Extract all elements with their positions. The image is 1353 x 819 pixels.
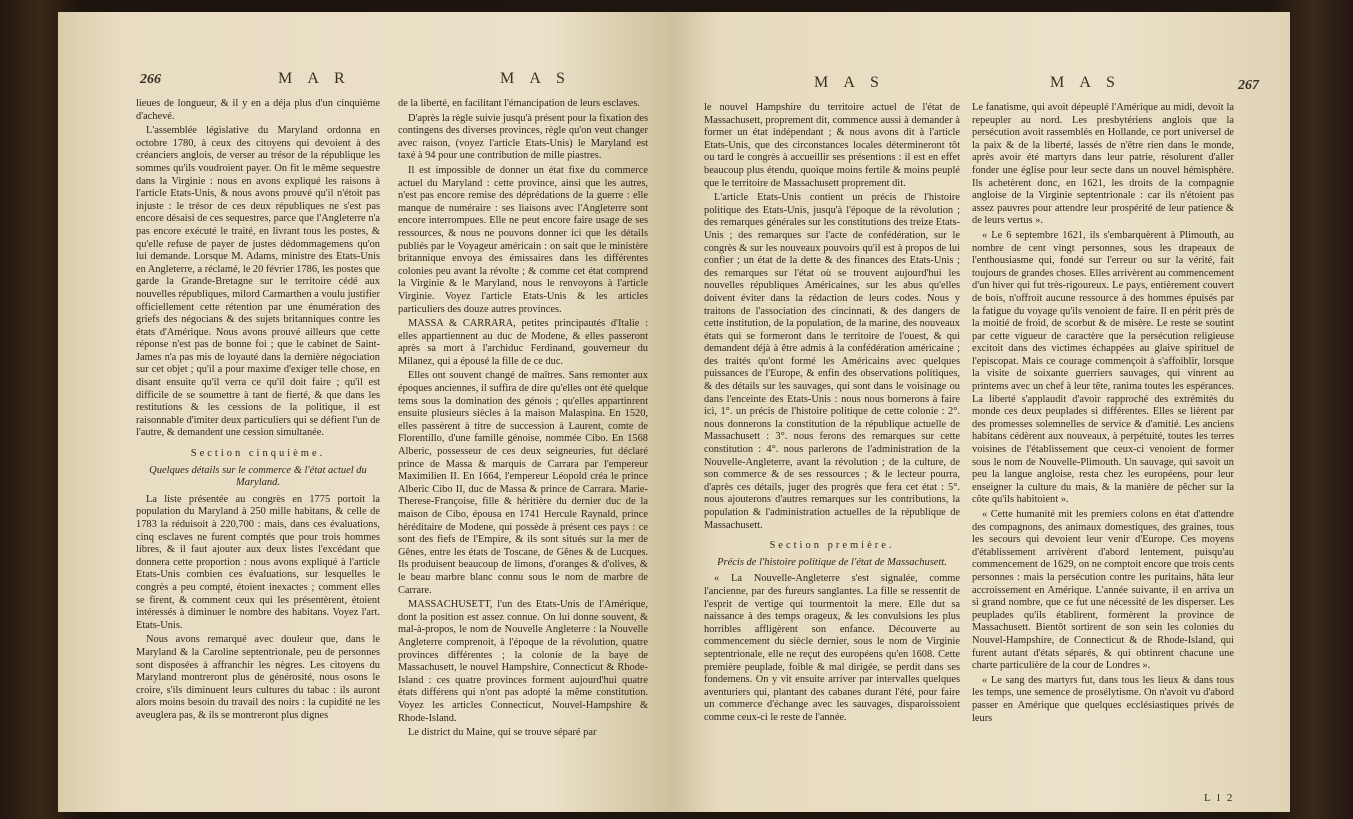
paragraph: lieues de longueur, & il y en a déja plus d'un cinquième d'achevé. — [136, 98, 380, 122]
signature-mark: L l 2 — [1204, 792, 1235, 804]
paragraph: Nous avons remarqué avec douleur que, dans le Maryland & la Caroline septentrionale, peu de personnes sont disposées à affranchir les nègres. Les citoyens du Maryland montreront plus de générosité, nous osons le croire, s'ils diminuent leurs cultures du tabac : ils auront alors moins besoin du travail des noirs : la cupidité ne les aveuglera pas, & ils se montreront plus dignes — [136, 634, 380, 721]
right-page-column-1 — [704, 102, 960, 727]
paragraph: MASSACHUSETT, l'un des Etats-Unis de l'Amérique, dont la position est assez connue. On lui donne souvent, & mal-à-propos, le nom de Nouvelle Angleterre : la Nouvelle Angleterre comprenoit, à l'époque de la révolution, quatre provinces différentes ; la colonie de la baye de Massachusett, le nouvel Hampshire, Connecticut & Rhode-Island : ces quatre provinces forment aujourd'hui quatre états différens qui n'ont pas adopté la même constitution. Voyez les articles Connecticut, Nouvel-Hampshire & Rhode-Island. — [398, 599, 648, 724]
paragraph: Elles ont souvent changé de maîtres. Sans remonter aux époques anciennes, il suffira de dire qu'elles ont été quelque tems sous la domination des génois ; qu'elles appartinrent ensuite plusieurs siècles à la maison Malaspina. En 1520, elles passèrent à titre de succession à Laurent, comte de Florentillo, d'une famille génoise, nommée Cibo. En 1568 Alberic, possesseur de ces deux seigneuries, fut déclaré prince de Massa & marquis de Carrara par l'empereur Maximilien II. En 1664, l'empereur Léopold créa le prince Alberic Cibo II, duc de Massa & prince de Carrara. Marie-Therese-Françoise, fille & héritière du dernier duc de la maison de Cibo, épousa en 1741 Hercule Raynald, prince héréditaire de Modene, qui possède à présent ces pays : ce sont des fiefs de l'Empire, & ils sont situés sur la mer de Gênes, entre les états de Toscane, de Gênes & de Lucques. Ils produisent beaucoup de limons, d'oranges & d'olives, & le beau marbre blanc connu sous le nom de marbre de Carrare. — [398, 370, 648, 596]
running-head-left: M A S — [814, 74, 885, 91]
paragraph: D'après la règle suivie jusqu'à présent pour la fixation des contingens des diverses provinces, règle qu'on veut changer avec raison, (voyez l'article Etats-Unis) le Maryland est taxé à 94 pour une contribution de mille piastres. — [398, 112, 648, 162]
page-number: 266 — [140, 72, 161, 87]
page-number: 267 — [1238, 78, 1259, 93]
section-subtitle: Quelques détails sur le commerce & l'état actuel du Maryland. — [149, 464, 367, 489]
running-head-right: M A S — [500, 70, 571, 87]
right-page-column-2 — [972, 102, 1234, 727]
paragraph: de la liberté, en facilitant l'émancipation de leurs esclaves. — [398, 98, 640, 109]
section-subtitle: Précis de l'histoire politique de l'état de Massachusett. — [717, 556, 947, 568]
paragraph: MASSA & CARRARA, petites principautés d'Italie : elles appartiennent au duc de Modene, & elles passeront après sa mort à l'archiduc Ferdinand, gouverneur du Milanez, qui a épousé la fille de ce duc. — [398, 318, 648, 367]
paragraph: « Le 6 septembre 1621, ils s'embarquèrent à Plimouth, au nombre de cent vingt personnes, sous les drapeaux de l'enthousiasme qui, fondé sur l'erreur ou sur la vérité, fait toujours de grandes choses. Elles arrivèrent au commencement d'un hiver qui fut très-rigoureux. Le pays, entièrement couvert de bois, n'offroit aucune ressource à des hommes épuisés par la fatigue du voyage qu'ils venoient de faire. Il en périt près de la moitié de froid, de scorbut & de misère. Le reste se soutint par cette vigueur de caractère que la persécution religieuse excitoit dans des victimes échappées au glaive spirituel de l'episcopat. Mais ce courage commençoit à s'affoiblir, lorsque la visite de soixante guerriers sauvages, qui vinrent au printems avec un chef à leur tête, ranima toutes les espérances. La liberté s'applaudit d'avoir rapproché des extrémités du monde ces deux peuplades si différentes. Elles se lièrent par des promesses solemnelles de service & d'amitié. Les anciens habitans cédèrent aux nouveaux, à perpétuité, toutes les terres voisines de l'établissement que ceux-ci venoient de former sous le nom de Nouvelle-Plimouth. Un sauvage, qui savoit un peu la langue angloise, resta chez les européens, pour leur enseigner la culture du mais, & la manière de pêcher sur la côte qu'ils habitoient ». — [972, 229, 1234, 506]
left-page-column-2 — [398, 98, 648, 742]
running-head-left: M A R — [278, 70, 351, 87]
section-heading: Section cinquième. — [190, 448, 326, 460]
right-page — [670, 12, 1290, 812]
paragraph: « La Nouvelle-Angleterre s'est signalée, comme l'ancienne, par des fureurs sanglantes. La fille se ressentit de l'esprit de vertige qui tourmentoit la mere. Elle dut sa naissance à des temps orageux, & les convulsions les plus horribles affligèrent son enfance. Découverte au commencement du siècle dernier, sous le nom de Virginie septentrionale, elle ne reçut des européens qu'en 1608. Cette première peuplade, foible & mal dirigée, se perdit dans ses fondemens. On y vit ensuite arriver par intervalles quelques aventuriers qui, plantant des cabanes durant l'été, pour faire un commerce d'échange avec les sauvages, disparoissoient comme ceux-ci le reste de l'année. — [704, 573, 960, 723]
running-head-right: M A S — [1050, 74, 1121, 91]
left-page-column-1 — [136, 98, 380, 725]
paragraph: L'assemblée législative du Maryland ordonna en octobre 1780, à ceux des citoyens qui devoient à des créanciers anglois, de verser au trésor de la république les sommes qu'ils voudroient payer. On fit le même sequestre dans la Virginie : nous en avons expliqué les raisons à l'article Etats-Unis, & nous avons prouvé qu'il n'étoit pas injuste : le trésor de ces deux républiques ne s'est pas encore désaisi de ces sequestres, parce que l'Angleterre n'a pas encore exécuté le traité, en livrant tous les postes, & qu'elle refuse de payer de justes dédommagemens qu'on lui demande. Lorsque M. Adams, ministre des Etats-Unis en Angleterre, a réclamé, le 20 février 1786, les postes que garde la Grande-Bretagne sur le territoire cédé aux nouvelles républiques, milord Carmarthen a voulu justifier officiellement cette rétention par une énumération des griefs des négocians & des sujets britanniques contre les états d'Amérique. Nous avons prouvé ailleurs que cette réponse n'est pas de bonne foi ; que le cabinet de Saint-James n'a pas mis de loyauté dans la dernière négociation sur cet objet ; qu'il a pour maxime d'exiger telle chose, en disant ensuite qu'il verra ce qu'il doit faire ; qu'il est difficile de se soumettre à tant de fierté, & que dans les restitutions & les cessions de la politique, il est raisonnable d'imiter deux particuliers qui se défient l'un de l'autre, & demandent une cession simultanée. — [136, 125, 380, 439]
paragraph: L'article Etats-Unis contient un précis de l'histoire politique des Etats-Unis, jusqu'à l'époque de la révolution ; des remarques générales sur les constitutions des treize Etats-Unis ; des remarques sur l'acte de confédération, sur le congrès & sur les nouveaux pouvoirs qu'il est à propos de lui confier ; un état de la dette & des finances des Etats-Unis ; des remarques sur l'état où se trouvent aujourd'hui les nouvelles républiques Américaines, sur les abus qu'elles doivent éviter dans la rédaction de leurs codes. Nous y traitons de l'association des cincinnati, & des dangers de cette institution, de la population, de la marine, des nouveaux états qui se formeront dans le territoire de l'ouest, & qui demandent déjà à être admis à la confédération américaine ; des traités qu'ont formé les Américains avec quelques puissances de l'Europe, & enfin des observations politiques, & des détails sur les sauvages, qui sont dans le voisinage ou dans l'enceinte des Etats-Unis : nous nous bornerons à faire ici, 1°. un précis de l'histoire politique de cette colonie : 2°. nous donnerons la constitution de la république actuelle de Massachusett : 3°. nous ferons des remarques sur cette constitution : 4°. nous parlerons de l'administration de la Nouvelle-Angleterre, avant la révolution ; de la culture, de son commerce & de ses ressources ; & le lecteur pourra, d'après ces détails, juger des progrès que fera cet état : 5°. nous ajouterons d'autres remarques sur les contributions, la population & l'administration actuelles de la république de Massachusett. — [704, 192, 960, 531]
left-page — [58, 12, 670, 812]
paragraph: le nouvel Hampshire du territoire actuel de l'état de Massachusett, proprement dit, commence aussi à demander à former un état indépendant ; & nous avons dit à l'article Etats-Unis, que des circonstances locales détermineront tôt ou tard le congrès à accueillir ses présentions : il est en effet beaucoup plus étendu, quoique moins fertile & moins peuplé que le territoire de Massachusett proprement dit. — [704, 102, 960, 189]
paragraph: La liste présentée au congrès en 1775 portoit la population du Maryland à 250 mille habitans, & celle de 1783 la réduisoit à 220,700 : mais, dans ces évaluations, cinq esclaves ne furent comptés que pour trois hommes libres, & il faut ajouter aux deux listes l'excédant que donnera cette proportion : nous avons expliqué à l'article Etats-Unis combien ces évaluations, sur lesquelles le congrès a peu compté, étoient inexactes ; comment elles se firent, & comment ceux qui les présentèrent, étoient intéressés à diminuer le nombre des habitans. Voyez l'art. Etats-Unis. — [136, 493, 380, 631]
paragraph: Il est impossible de donner un état fixe du commerce actuel du Maryland : cette province, ainsi que les autres, n'est pas encore remise des déprédations de la guerre : elle manque de numéraire : ses liaisons avec l'Angleterre sont encore interrompues. Elle ne peut encore faire usage de ses ressources, & nous ne pouvons donner ici que les détails publiés par le Voyageur américain : on sait que le ministère britannique envoya des émissaires dans les différentes colonies peu avant la révolte ; & comme cet état comprend la Virginie & le Maryland, nous le renvoyons à l'article Virginie. Voyez l'article Etats-Unis & les articles particuliers des douze autres provinces. — [398, 164, 648, 315]
paragraph: Le fanatisme, qui avoit dépeuplé l'Amérique au midi, devoit la repeupler au nord. Les presbytériens anglois que la persécution avoit rassemblés en Hollande, ce port universel de la paix & de la liberté, lassés de n'être rien dans le monde, après avoir été martyrs dans leur patrie, résolurent d'aller fonder une église pour leur secte dans un nouvel hémisphère. Ils achetèrent donc, en 1621, les droits de la compagnie angloise de la Virginie septentrionale : car ils n'étoient pas assez pauvres pour attendre leur prospérité de leur patience & de leurs vertus ». — [972, 102, 1234, 227]
section-heading: Section première. — [769, 540, 895, 552]
paragraph: « Cette humanité mit les premiers colons en état d'attendre des compagnons, des animaux domestiques, des graines, tous les secours qui devoient leur venir d'Europe. Ces moyens d'établissement arrivèrent d'abord lentement, puisqu'au commencement de 1629, on ne comptoit encore que trois cents personnes : mais la persécution contre les puritains, hâta leur accroissement en Amérique. L'année suivante, il en arriva un si grand nombre, que ce fut une nécessité de les disperser. Les peuplades qu'ils établirent, formèrent la province de Massachusett. Bientôt sortirent de son sein les colonies du Nouvel-Hampshire, de Connecticut & de Rhode-Island, qui furent autant d'états séparés, & qui obtinrent chacune une charte particulière de la cour de Londres ». — [972, 509, 1234, 672]
paragraph: « Le sang des martyrs fut, dans tous les lieux & dans tous les temps, une semence de prosélytisme. On n'avoit vu d'abord passer en Amérique que quelques ecclésiastiques privés de leurs — [972, 674, 1234, 724]
paragraph: Le district du Maine, qui se trouve séparé par — [408, 727, 597, 739]
